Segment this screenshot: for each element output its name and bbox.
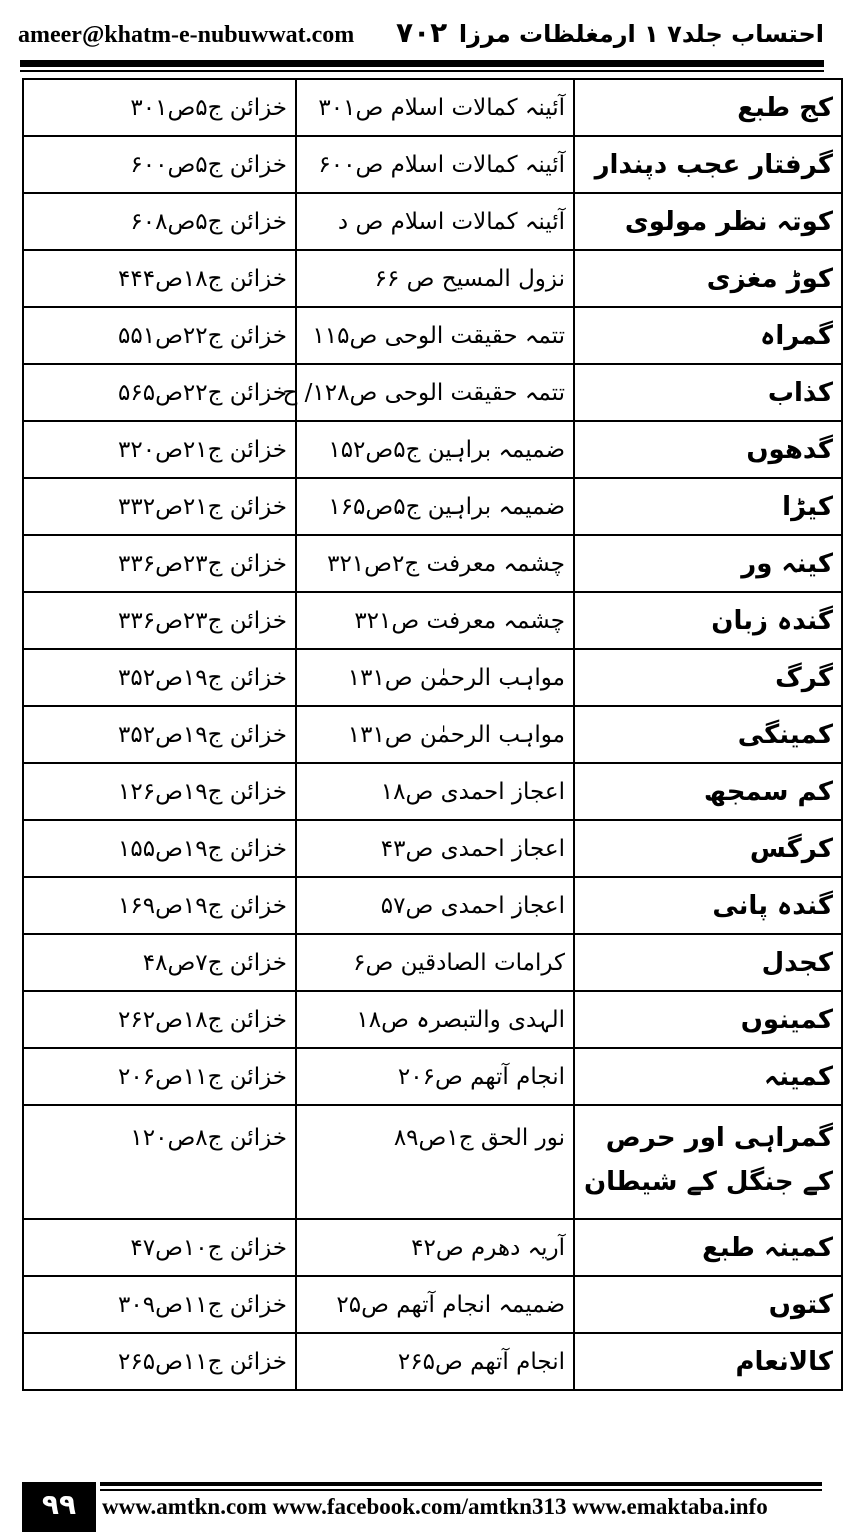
cell-word: کرگس (574, 820, 842, 877)
table-row (23, 79, 842, 136)
table-row (23, 1333, 842, 1390)
cell-reference: خزائن ج۱۹ص۳۵۲ (23, 706, 296, 763)
cell-reference: خزائن ج۷ص۴۸ (23, 934, 296, 991)
table-row (23, 535, 842, 592)
header-page-number: ۷۰۲ (396, 16, 448, 49)
cell-source: آئینہ کمالات اسلام ص د (296, 193, 574, 250)
cell-word: کم سمجھ (574, 763, 842, 820)
cell-reference: خزائن ج۵ص۶۰۰ (23, 136, 296, 193)
cell-source: کرامات الصادقین ص۶ (296, 934, 574, 991)
table-row (23, 592, 842, 649)
cell-source: نور الحق ج۱ص۸۹ (296, 1105, 574, 1219)
cell-reference: خزائن ج۲۱ص۳۳۲ (23, 478, 296, 535)
table-row (23, 421, 842, 478)
cell-source: اعجاز احمدی ص۵۷ (296, 877, 574, 934)
cell-source: ضمیمہ براہین ج۵ص۱۶۵ (296, 478, 574, 535)
abuse-words-table (22, 78, 843, 1391)
page-footer (0, 1482, 840, 1540)
table-row (23, 877, 842, 934)
cell-word: کجدل (574, 934, 842, 991)
cell-source: چشمہ معرفت ج۲ص۳۲۱ (296, 535, 574, 592)
table-row (23, 193, 842, 250)
table-row (23, 478, 842, 535)
cell-word: کوڑ مغزی (574, 250, 842, 307)
cell-reference: خزائن ج۵ص۳۰۱ (23, 79, 296, 136)
cell-reference: خزائن ج۱۸ص۴۴۴ (23, 250, 296, 307)
cell-word: کالانعام (574, 1333, 842, 1390)
cell-word: گرفتار عجب دپندار (574, 136, 842, 193)
cell-word: گمراہی اور حرص کے جنگل کے شیطان (574, 1105, 842, 1219)
cell-word: کمینہ (574, 1048, 842, 1105)
cell-reference: خزائن ج۱۸ص۲۶۲ (23, 991, 296, 1048)
cell-source: چشمہ معرفت ص۳۲۱ (296, 592, 574, 649)
cell-source: اعجاز احمدی ص۴۳ (296, 820, 574, 877)
table-row (23, 820, 842, 877)
cell-source: تتمہ حقیقت الوحی ص۱۲۸/ ح (296, 364, 574, 421)
cell-reference: خزائن ج۱۹ص۱۶۹ (23, 877, 296, 934)
cell-word: کمینہ طبع (574, 1219, 842, 1276)
cell-reference: خزائن ج۸ص۱۲۰ (23, 1105, 296, 1219)
table-row (23, 1219, 842, 1276)
footer-rule-thin (100, 1489, 822, 1491)
header-email: ameer@khatm-e-nubuwwat.com (18, 22, 355, 48)
footer-website-links[interactable]: www.amtkn.com www.facebook.com/amtkn313 www.emaktaba.info (102, 1494, 768, 1519)
cell-source: آئینہ کمالات اسلام ص۳۰۱ (296, 79, 574, 136)
cell-word: کمینوں (574, 991, 842, 1048)
header-rule-thick (20, 60, 824, 67)
table-row (23, 136, 842, 193)
cell-reference: خزائن ج۲۳ص۳۳۶ (23, 592, 296, 649)
cell-word: گرگ (574, 649, 842, 706)
cell-reference: خزائن ج۲۲ص۵۶۵ (23, 364, 296, 421)
header-book-title: احتساب جلد۷ ۱ ارمغلظات مرزا (458, 20, 824, 48)
footer-page-number: ۹۹ (22, 1482, 96, 1532)
cell-source: آریہ دھرم ص۴۲ (296, 1219, 574, 1276)
page-header (18, 14, 824, 54)
cell-word: کذاب (574, 364, 842, 421)
cell-reference: خزائن ج۱۱ص۲۰۶ (23, 1048, 296, 1105)
cell-source: مواہب الرحمٰن ص۱۳۱ (296, 649, 574, 706)
table-body (23, 79, 842, 1390)
cell-source: انجام آتھم ص۲۶۵ (296, 1333, 574, 1390)
cell-reference: خزائن ج۱۰ص۴۷ (23, 1219, 296, 1276)
table-row (23, 934, 842, 991)
cell-word: کوتہ نظر مولوی (574, 193, 842, 250)
cell-word: گندہ زبان (574, 592, 842, 649)
table-row (23, 307, 842, 364)
table-row (23, 250, 842, 307)
cell-reference: خزائن ج۱۹ص۱۵۵ (23, 820, 296, 877)
table-row (23, 364, 842, 421)
cell-source: ضمیمہ انجام آتھم ص۲۵ (296, 1276, 574, 1333)
cell-word: کتوں (574, 1276, 842, 1333)
cell-reference: خزائن ج۲۲ص۵۵۱ (23, 307, 296, 364)
table-row (23, 991, 842, 1048)
cell-source: ضمیمہ براہین ج۵ص۱۵۲ (296, 421, 574, 478)
cell-word: کیڑا (574, 478, 842, 535)
cell-word: گندہ پانی (574, 877, 842, 934)
cell-source: نزول المسیح ص ۶۶ (296, 250, 574, 307)
table-row (23, 649, 842, 706)
cell-word: کج طبع (574, 79, 842, 136)
cell-reference: خزائن ج۱۹ص۳۵۲ (23, 649, 296, 706)
cell-word: کینہ ور (574, 535, 842, 592)
table-row (23, 1048, 842, 1105)
cell-source: انجام آتھم ص۲۰۶ (296, 1048, 574, 1105)
cell-reference: خزائن ج۲۳ص۳۳۶ (23, 535, 296, 592)
header-rule-thin (20, 70, 824, 72)
cell-word: گمراہ (574, 307, 842, 364)
cell-reference: خزائن ج۲۱ص۳۲۰ (23, 421, 296, 478)
cell-word: گدھوں (574, 421, 842, 478)
cell-source: اعجاز احمدی ص۱۸ (296, 763, 574, 820)
cell-reference: خزائن ج۱۹ص۱۲۶ (23, 763, 296, 820)
cell-reference: خزائن ج۱۱ص۳۰۹ (23, 1276, 296, 1333)
table-row (23, 1105, 842, 1219)
table-row (23, 763, 842, 820)
cell-word: کمینگی (574, 706, 842, 763)
cell-reference: خزائن ج۱۱ص۲۶۵ (23, 1333, 296, 1390)
cell-source: تتمہ حقیقت الوحی ص۱۱۵ (296, 307, 574, 364)
cell-reference: خزائن ج۵ص۶۰۸ (23, 193, 296, 250)
cell-source: الہدی والتبصرہ ص۱۸ (296, 991, 574, 1048)
table-row (23, 1276, 842, 1333)
cell-source: مواہب الرحمٰن ص۱۳۱ (296, 706, 574, 763)
footer-rule-thick (100, 1482, 822, 1486)
table-row (23, 706, 842, 763)
cell-source: آئینہ کمالات اسلام ص۶۰۰ (296, 136, 574, 193)
